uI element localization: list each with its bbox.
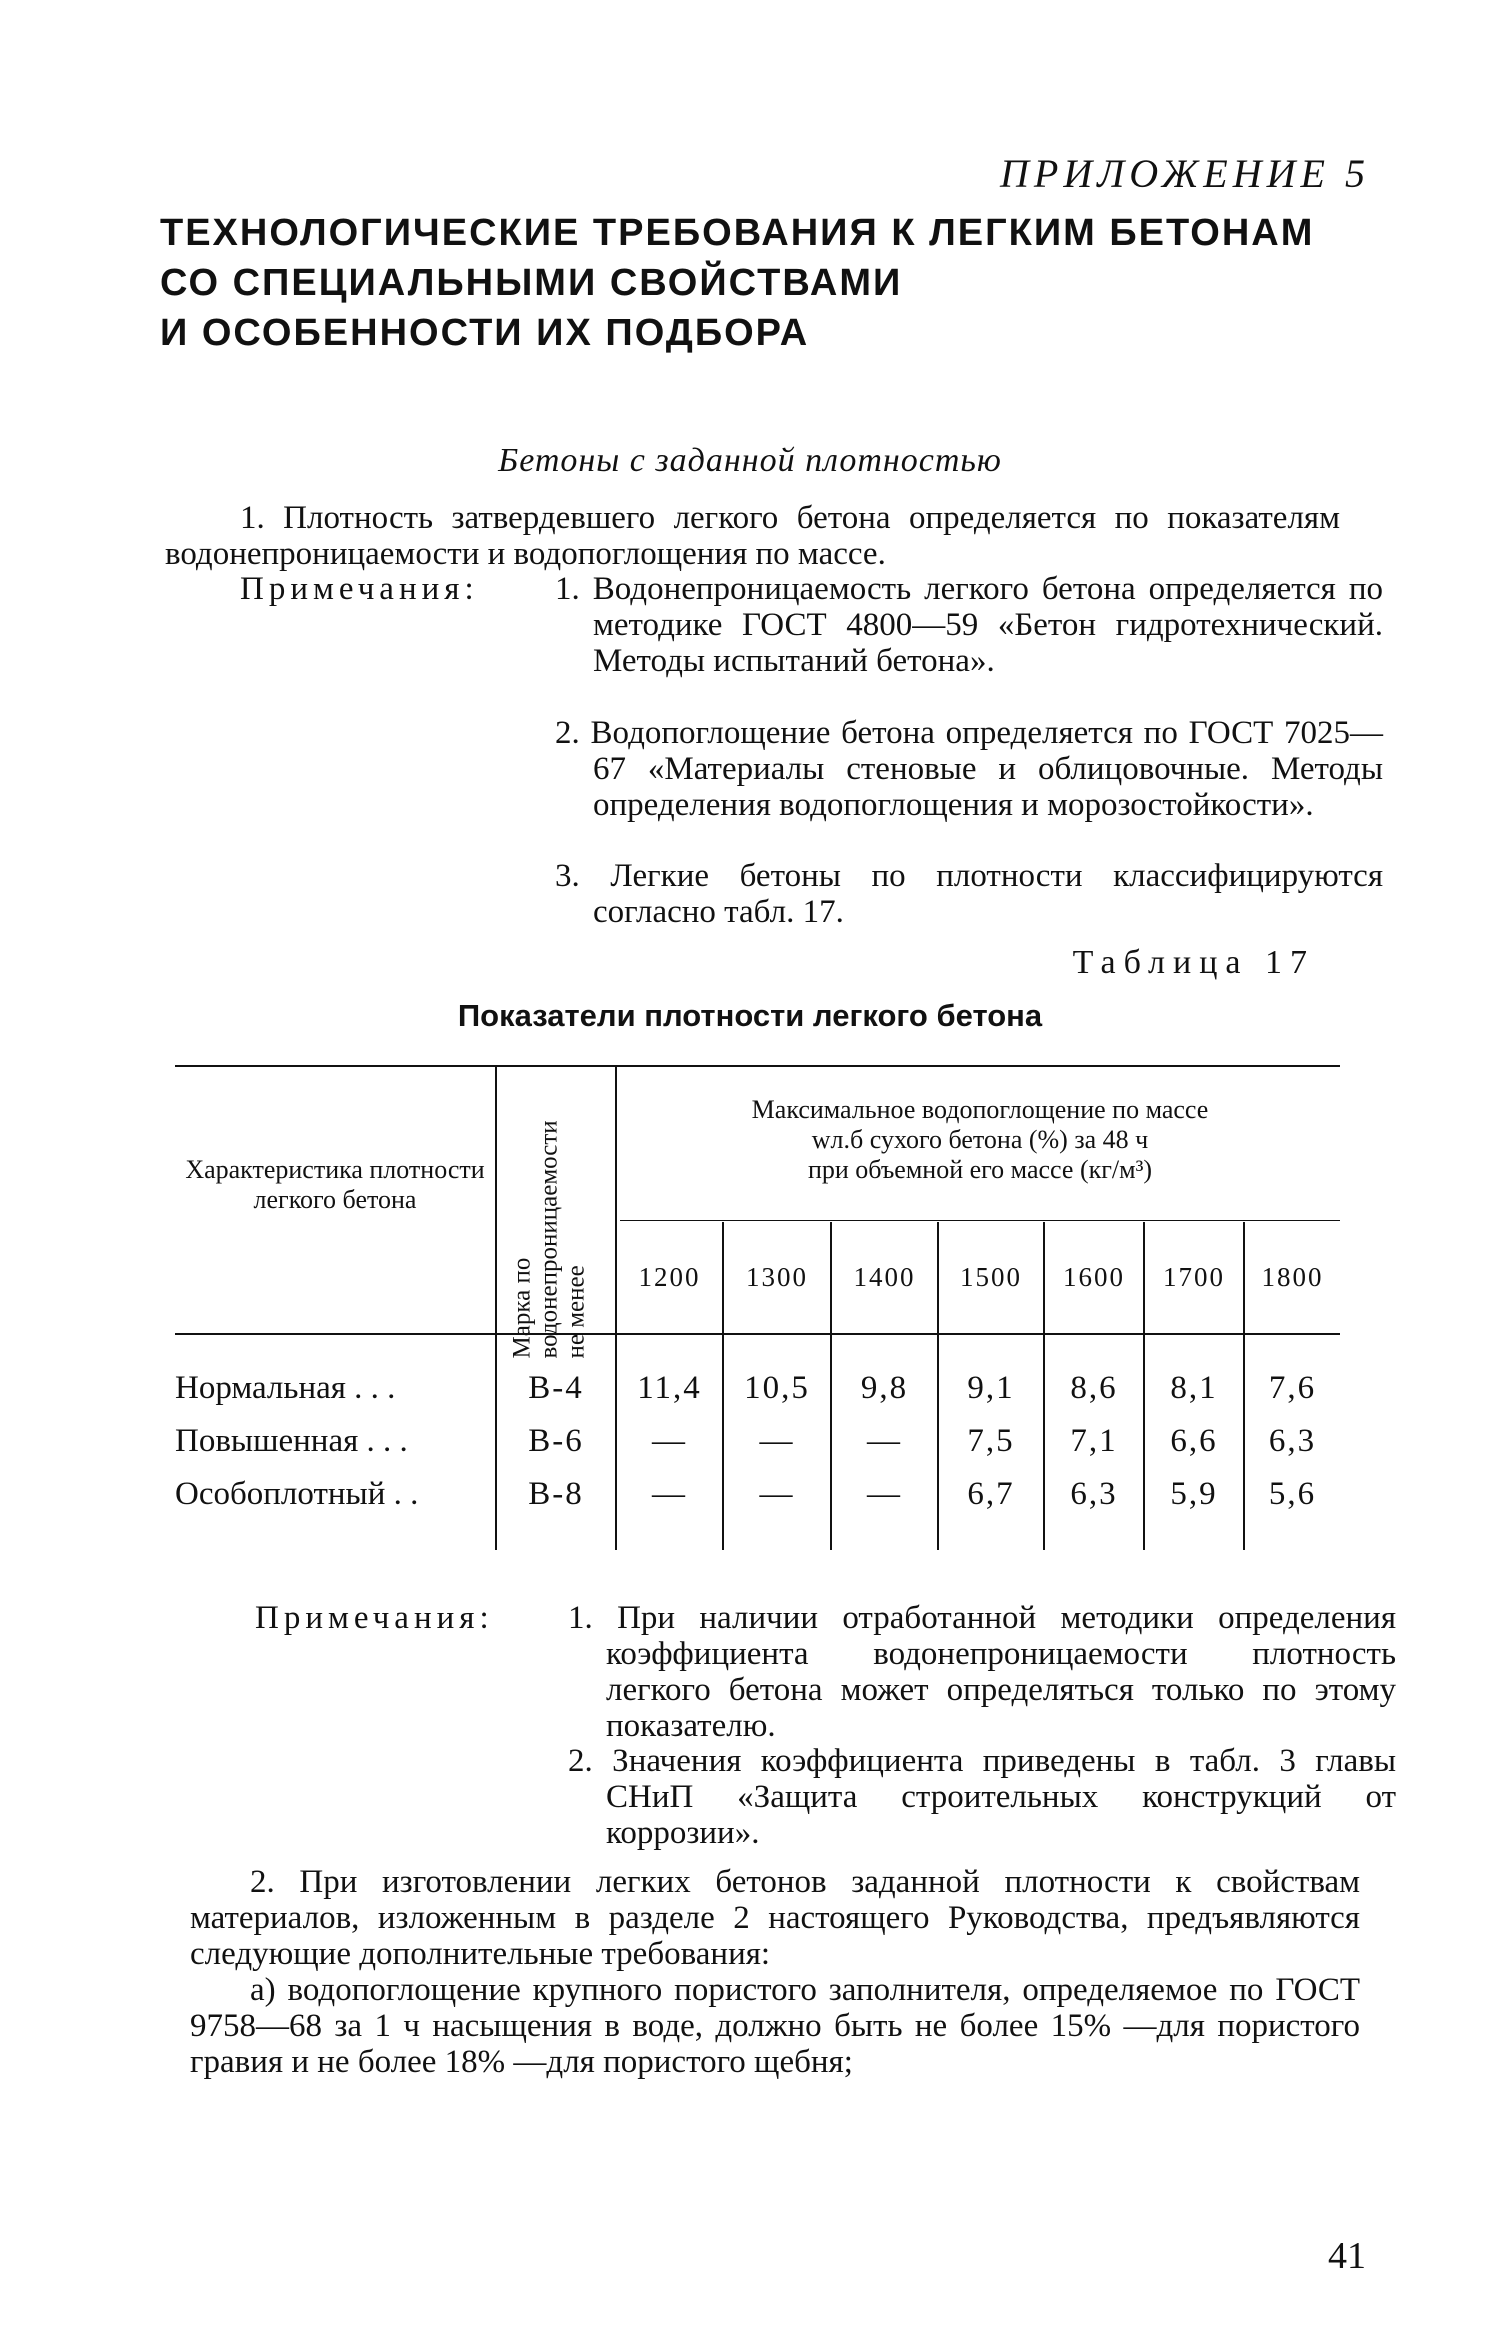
value-cell: — <box>867 1476 902 1512</box>
table-top-rule <box>175 1065 1340 1067</box>
col-header-characteristic: Характеристика плотности легкого бетона <box>185 1155 485 1214</box>
heading-line-3: И ОСОБЕННОСТИ ИХ ПОДБОРА <box>160 312 810 354</box>
table-header-rule <box>175 1333 1340 1335</box>
note-number: 2. <box>568 1743 593 1779</box>
value-cell: — <box>759 1423 795 1459</box>
note-1-1 <box>555 571 1383 679</box>
row-name: Повышенная . . . <box>175 1423 408 1459</box>
notes-label-2: Примечания: <box>255 1600 494 1636</box>
page-heading <box>160 208 1314 358</box>
table-title: Показатели плотности легкого бетона <box>457 998 1043 1033</box>
note-text: Легкие бетоны по плотности классифицируются согласно табл. 17. <box>593 858 1383 930</box>
note-text: При наличии отработанной методики определения коэффициента водонепроницаемости плотность легкого бетона может определяться только по этому показателю. <box>606 1600 1396 1744</box>
col-header-mark: Марка по водонепроницаемости не менее <box>508 1120 590 1359</box>
row-mark: В-6 <box>528 1423 584 1459</box>
row-mark: В-8 <box>528 1476 584 1512</box>
note-1-2 <box>555 715 1383 823</box>
note-number: 1. <box>555 571 580 607</box>
value-cell: — <box>759 1476 795 1512</box>
value-cell: 9,1 <box>967 1370 1015 1406</box>
row-name: Нормальная . . . <box>175 1370 396 1406</box>
paragraph-2: 2. При изготовлении легких бетонов заданной плотности к свойствам материалов, изложенным в разделе 2 настоящего Руководства, предъявляются следующие дополнительные требования: <box>190 1864 1360 1972</box>
row-name: Особоплотный . . <box>175 1476 419 1512</box>
density-header: 1200 <box>638 1262 701 1292</box>
density-header: 1300 <box>746 1262 808 1292</box>
note-2-2 <box>568 1743 1396 1851</box>
value-cell: 5,9 <box>1170 1476 1218 1512</box>
row-mark: В-4 <box>528 1370 584 1406</box>
value-cell: 9,8 <box>860 1370 909 1406</box>
value-cell: 5,6 <box>1268 1476 1317 1512</box>
table-group-rule <box>620 1220 1340 1221</box>
note-number: 3. <box>555 858 580 894</box>
value-cell: — <box>652 1476 687 1512</box>
density-header: 1600 <box>1063 1262 1125 1292</box>
table-label: Таблица 17 <box>1072 944 1315 981</box>
paragraph-3: а) водопоглощение крупного пористого заполнителя, определяемое по ГОСТ 9758—68 за 1 ч насыщения в воде, должно быть не более 15% —для пористого гравия и не более 18% —для пористого щебня; <box>190 1972 1360 2080</box>
group-header <box>625 1095 1335 1185</box>
density-header: 1800 <box>1261 1262 1324 1292</box>
note-1-3 <box>555 858 1383 930</box>
notes-label-1: Примечания: <box>240 571 479 607</box>
group-header-line-1: Максимальное водопоглощение по массе <box>751 1095 1209 1124</box>
value-cell: 10,5 <box>744 1370 810 1406</box>
density-header: 1500 <box>960 1262 1022 1292</box>
note-number: 1. <box>568 1600 593 1636</box>
value-cell: — <box>867 1423 902 1459</box>
value-cell: 7,6 <box>1268 1370 1317 1406</box>
note-2-1 <box>568 1600 1396 1744</box>
group-header-line-3: при объемной его массе (кг/м³) <box>807 1155 1153 1184</box>
value-cell: 6,3 <box>1268 1423 1317 1459</box>
heading-line-1: ТЕХНОЛОГИЧЕСКИЕ ТРЕБОВАНИЯ К ЛЕГКИМ БЕТОНАМ <box>160 212 1315 254</box>
note-text: Значения коэффициента приведены в табл. 3 главы СНиП «Защита строительных конструкций от коррозии». <box>606 1743 1397 1851</box>
section-title: Бетоны с заданной плотностью <box>498 442 1002 479</box>
density-header: 1400 <box>853 1262 916 1292</box>
note-number: 2. <box>555 715 580 751</box>
value-cell: — <box>652 1423 687 1459</box>
density-header: 1700 <box>1163 1262 1225 1292</box>
value-cell: 7,5 <box>967 1423 1015 1459</box>
group-header-line-2: wл.б сухого бетона (%) за 48 ч <box>811 1125 1149 1154</box>
value-cell: 8,1 <box>1170 1370 1218 1406</box>
value-cell: 8,6 <box>1070 1370 1118 1406</box>
heading-line-2: СО СПЕЦИАЛЬНЫМИ СВОЙСТВАМИ <box>160 262 903 304</box>
page-number: 41 <box>1328 2235 1366 2277</box>
value-cell: 11,4 <box>637 1370 702 1406</box>
paragraph-1: 1. Плотность затвердевшего легкого бетона определяется по показателям водонепроницаемости и водопоглощения по массе. <box>165 500 1340 572</box>
value-cell: 6,7 <box>967 1476 1015 1512</box>
note-text: Водопоглощение бетона определяется по ГОСТ 7025—67 «Материалы стеновые и облицовочные. Методы определения водопоглощения и морозостойкости». <box>590 715 1384 823</box>
value-cell: 6,3 <box>1070 1476 1118 1512</box>
value-cell: 6,6 <box>1170 1423 1218 1459</box>
value-cell: 7,1 <box>1070 1423 1118 1459</box>
appendix-label: ПРИЛОЖЕНИЕ 5 <box>1000 151 1370 196</box>
note-text: Водонепроницаемость легкого бетона определяется по методике ГОСТ 4800—59 «Бетон гидротехнический. Методы испытаний бетона». <box>592 571 1384 679</box>
